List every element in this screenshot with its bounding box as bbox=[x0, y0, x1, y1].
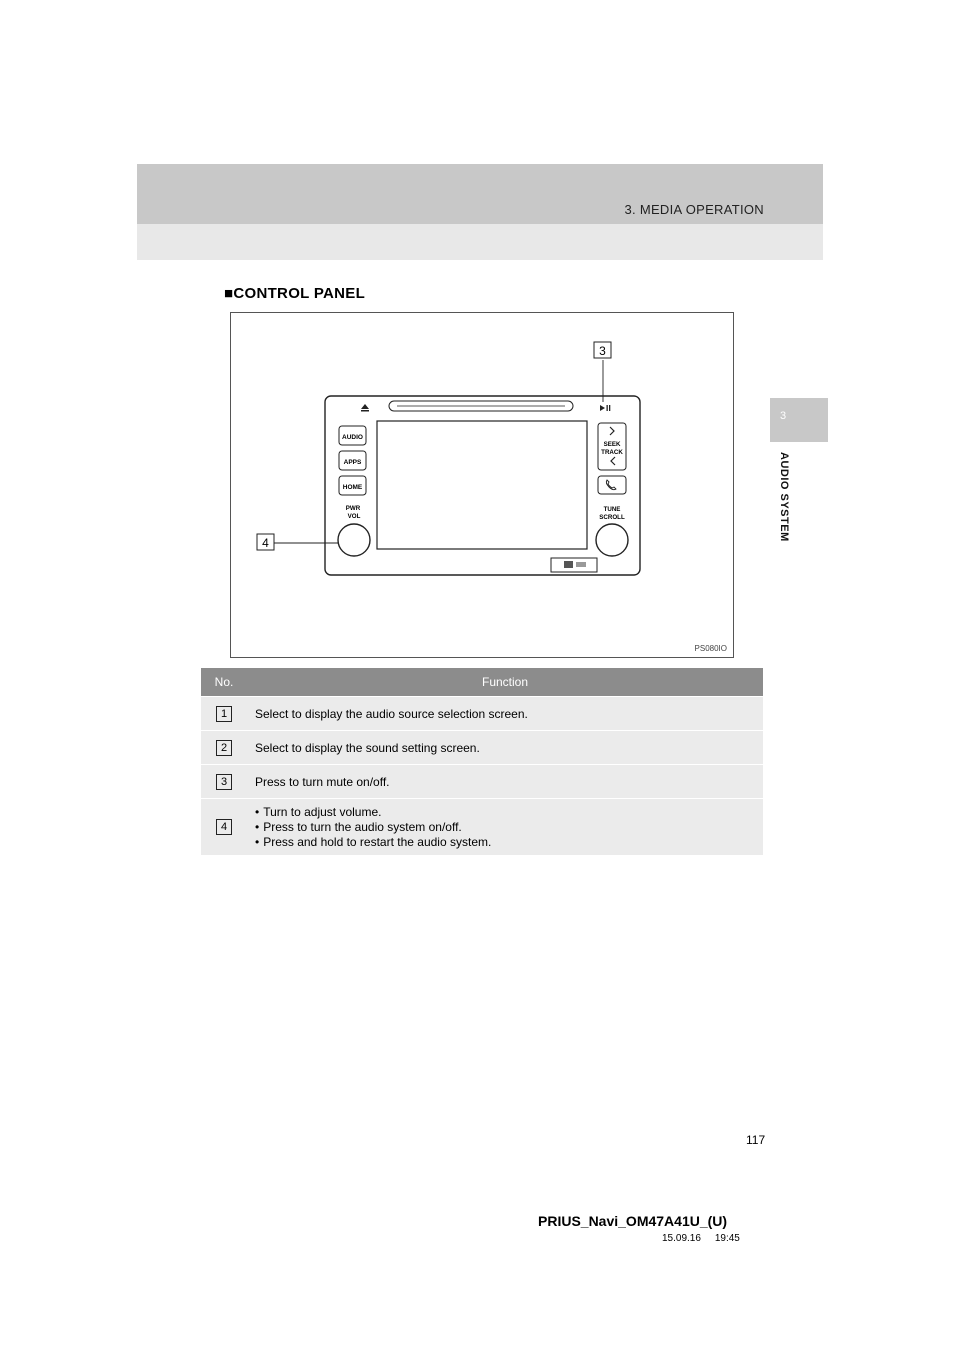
row-number: 2 bbox=[216, 740, 232, 756]
callout-3: 3 bbox=[599, 344, 606, 358]
figure-code: PS080IO bbox=[694, 644, 727, 653]
page-number: 117 bbox=[746, 1133, 766, 1147]
bullet-item: • Turn to adjust volume. bbox=[255, 805, 755, 820]
callout-4: 4 bbox=[262, 536, 269, 550]
row-number: 4 bbox=[216, 819, 232, 835]
audio-button bbox=[339, 426, 366, 445]
track-label: TRACK bbox=[601, 449, 623, 456]
chapter-label: AUDIO SYSTEM bbox=[778, 452, 790, 542]
table-row bbox=[201, 765, 763, 799]
chapter-number: 3 bbox=[780, 410, 787, 422]
row-text: Select to display the audio source selection screen. bbox=[247, 697, 763, 731]
document-id: PRIUS_Navi_OM47A41U_(U) bbox=[538, 1213, 728, 1229]
seek-label: SEEK bbox=[603, 441, 621, 448]
pwr-label: PWR bbox=[345, 505, 361, 512]
subheading: ■CONTROL PANEL bbox=[224, 285, 366, 302]
scroll-label: SCROLL bbox=[599, 514, 625, 521]
vol-label: VOL bbox=[347, 513, 361, 520]
sd-card-slot bbox=[551, 558, 597, 572]
row-number: 3 bbox=[216, 774, 232, 790]
home-button bbox=[339, 476, 366, 495]
function-table bbox=[201, 668, 763, 855]
svg-text:HOME: HOME bbox=[342, 484, 363, 491]
document-date: 15.09.16 19:45 bbox=[662, 1233, 740, 1244]
bullet-item: • Press and hold to restart the audio system. bbox=[255, 835, 755, 850]
table-header-function: Function bbox=[247, 668, 763, 697]
apps-button bbox=[339, 451, 366, 470]
bullet-item: • Press to turn the audio system on/off. bbox=[255, 820, 755, 835]
row-text: Select to display the sound setting screen. bbox=[247, 731, 763, 765]
phone-button bbox=[598, 476, 626, 494]
svg-text:APPS: APPS bbox=[343, 459, 362, 466]
row-text: Press to turn mute on/off. bbox=[247, 765, 763, 799]
header-subband bbox=[137, 224, 823, 260]
table-row bbox=[201, 697, 763, 731]
chapter-tab bbox=[770, 398, 828, 442]
row-number: 1 bbox=[216, 706, 232, 722]
control-panel-figure bbox=[230, 312, 734, 658]
table-row bbox=[201, 799, 763, 856]
pwr-vol-knob bbox=[338, 524, 370, 556]
tune-label: TUNE bbox=[603, 506, 621, 513]
svg-text:AUDIO: AUDIO bbox=[342, 434, 363, 441]
table-row bbox=[201, 731, 763, 765]
table-header-no: No. bbox=[201, 668, 247, 697]
section-title: 3. MEDIA OPERATION bbox=[624, 202, 764, 217]
tune-scroll-knob bbox=[596, 524, 628, 556]
bullet-list bbox=[255, 805, 755, 850]
